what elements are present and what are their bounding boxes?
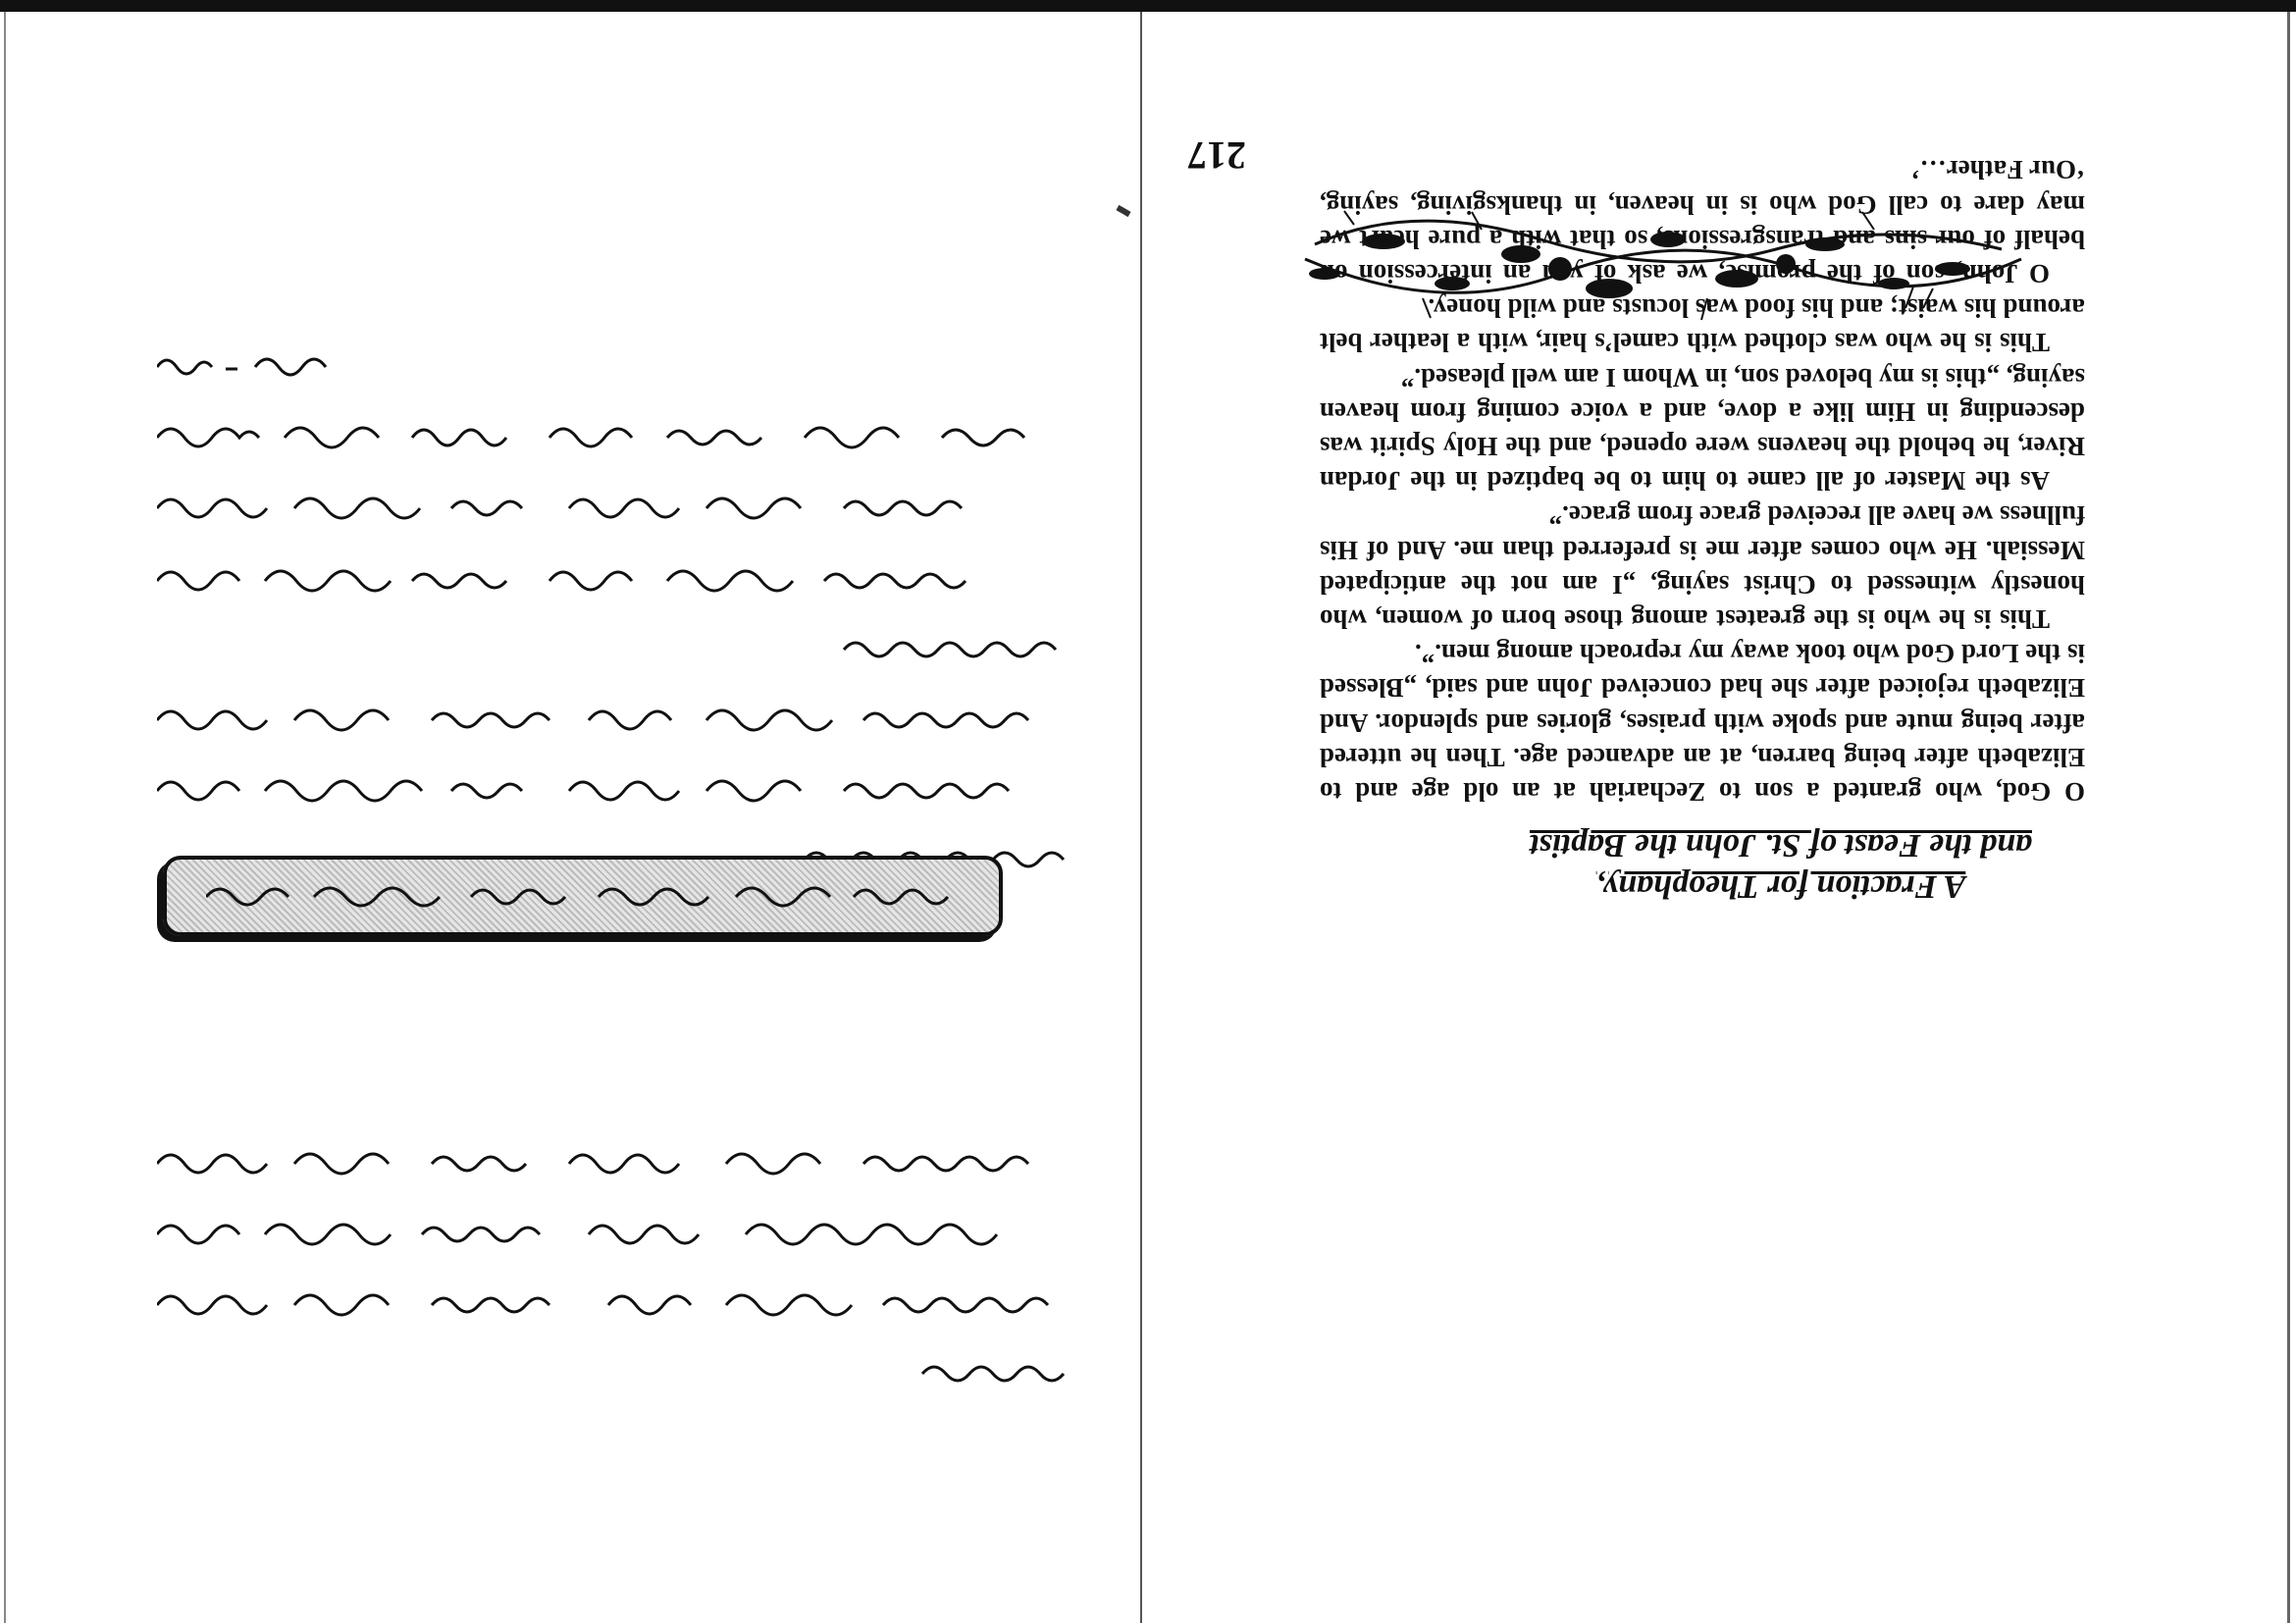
paragraph-3: As the Master of all came to him to be baptized in the Jordan River, he behold the heavens were opened, and the Holy Spirit was descending in Him like a dove, and a voice coming from heaven saying, „this is my beloved son, in Whom I am well pleased.” [1320,362,2085,497]
paragraph-5: O John, son of the promise, we ask of you an intercession on behalf of our sins and transgressions, so that with a pure heart we may dare to call God who is in heaven, in thanksgiving, saying, ‘Our Father…’ [1320,155,2085,288]
right-page-rotated-content [1148,12,2286,1623]
scan-top-border [0,0,2296,12]
right-page [1148,12,2286,1623]
handwritten-line [157,559,1079,599]
paragraph-2: This is he who is the greatest among those born of women, who honestly witnessed to Christ saying, „I am not the anticipated Messiah. He who comes after me is preferred than me. And of His fullness we have all received grace from grace.” [1320,500,2085,634]
handwritten-line [157,628,1079,667]
fraction-title [1477,824,2085,907]
paragraph-4: This is he who was clothed with camel’s hair, with a leather belt around his waist; and his food was locusts and wild honey. [1320,293,2085,358]
title-line-2: and the Feast of St. John the Baptist [1530,827,2032,864]
handwritten-line [157,1283,1079,1323]
fraction-body [1320,152,2085,809]
handwritten-line [157,1142,1079,1181]
handwritten-line [157,416,1079,455]
hatched-banner-icon [163,856,1003,936]
title-line-1: A Fraction for Theophany, [1595,868,1966,905]
book-gutter [1140,12,1142,1623]
handwritten-line [157,1213,1079,1252]
left-page-edge [4,12,6,1623]
handwritten-line [157,345,1079,385]
handwritten-line [157,1352,1079,1391]
page-number: 217 [1187,133,1246,178]
stray-mark [1116,205,1130,217]
left-page [157,12,1079,1623]
right-page-edge [2287,12,2290,1623]
paragraph-1: O God, who granted a son to Zechariah at an old age and to Elizabeth after being barren, at an advanced age. Then he uttered after being mute and spoke with praises, glories and splendor. And Elizabeth rejoiced after she had conceived John and said, „Blessed is the Lord God who took away my reproach among men.”. [1320,639,2085,807]
handwritten-line [157,769,1079,809]
handwritten-line [157,699,1079,738]
handwritten-line [157,487,1079,526]
